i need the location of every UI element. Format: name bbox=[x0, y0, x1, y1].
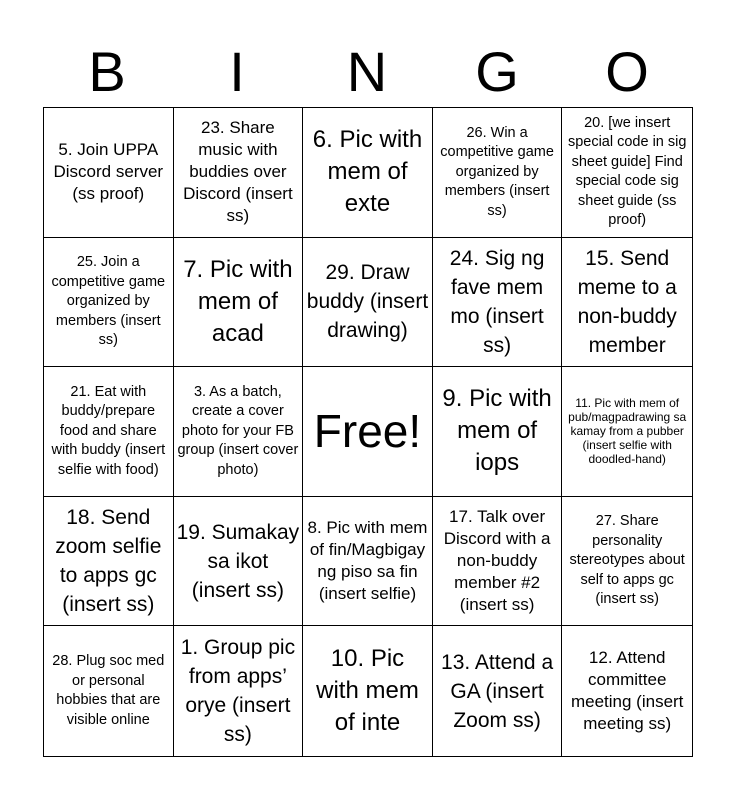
cell-text: 1. Group pic from apps’ orye (insert ss) bbox=[180, 636, 296, 747]
bingo-cell bbox=[303, 238, 433, 368]
cell-text: 11. Pic with mem of pub/magpadrawing sa kamay from a pubber (insert selfie with doodled-hand) bbox=[568, 396, 687, 467]
bingo-cell bbox=[174, 626, 304, 756]
cell-text: 13. Attend a GA (insert Zoom ss) bbox=[441, 650, 554, 732]
bingo-cell bbox=[433, 238, 563, 368]
cell-text: 26. Win a competitive game organized by members (insert ss) bbox=[440, 124, 554, 219]
cell-text: 7. Pic with mem of acad bbox=[183, 255, 293, 347]
header-letter-i: I bbox=[229, 40, 245, 103]
bingo-cell bbox=[44, 626, 174, 756]
cell-text: 20. [we insert special code in sig sheet guide] Find special code sig sheet guide (ss proof) bbox=[567, 114, 687, 229]
cell-text: 5. Join UPPA Discord server (ss proof) bbox=[53, 140, 164, 204]
cell-text: 25. Join a competitive game organized by members (insert ss) bbox=[51, 254, 166, 349]
bingo-cell bbox=[303, 497, 433, 627]
bingo-cell bbox=[303, 108, 433, 238]
cell-text: 19. Sumakay sa ikot (insert ss) bbox=[176, 520, 300, 602]
bingo-cell bbox=[44, 367, 174, 497]
bingo-cell bbox=[174, 367, 304, 497]
cell-text: 6. Pic with mem of exte bbox=[312, 126, 423, 218]
cell-text: 27. Share personality stereotypes about self to apps gc (insert ss) bbox=[569, 513, 685, 608]
bingo-cell bbox=[433, 108, 563, 238]
bingo-cell bbox=[433, 497, 563, 627]
bingo-cell bbox=[174, 108, 304, 238]
bingo-board bbox=[43, 107, 693, 757]
cell-text: 8. Pic with mem of fin/Magbigay ng piso sa fin (insert selfie) bbox=[307, 518, 428, 604]
bingo-cell bbox=[562, 367, 692, 497]
header-letter-o: O bbox=[605, 40, 649, 103]
free-space-cell bbox=[303, 367, 433, 497]
cell-text: 28. Plug soc med or personal hobbies that are visible online bbox=[52, 653, 165, 728]
bingo-header bbox=[42, 36, 694, 108]
cell-text: 9. Pic with mem of iops bbox=[442, 385, 552, 477]
cell-text: 15. Send meme to a non-buddy member bbox=[577, 246, 677, 357]
cell-text: 24. Sig ng fave mem mo (insert ss) bbox=[449, 246, 545, 357]
free-space-text: Free! bbox=[313, 405, 422, 458]
header-letter-n: N bbox=[346, 40, 388, 103]
bingo-cell bbox=[562, 108, 692, 238]
bingo-cell bbox=[303, 626, 433, 756]
cell-text: 29. Draw buddy (insert drawing) bbox=[306, 261, 429, 343]
cell-text: 10. Pic with mem of inte bbox=[316, 645, 419, 737]
bingo-cell bbox=[433, 367, 563, 497]
cell-text: 23. Share music with buddies over Discord (insert ss) bbox=[183, 118, 293, 226]
bingo-cell bbox=[174, 238, 304, 368]
bingo-cell bbox=[44, 108, 174, 238]
bingo-cell bbox=[562, 238, 692, 368]
header-letter-b: B bbox=[88, 40, 126, 103]
cell-text: 18. Send zoom selfie to apps gc (insert ss) bbox=[55, 506, 162, 617]
bingo-cell bbox=[44, 497, 174, 627]
cell-text: 21. Eat with buddy/prepare food and share with buddy (insert selfie with food) bbox=[51, 383, 166, 478]
bingo-cell bbox=[562, 626, 692, 756]
cell-text: 17. Talk over Discord with a non-buddy member #2 (insert ss) bbox=[443, 507, 551, 615]
bingo-cell bbox=[562, 497, 692, 627]
bingo-cell bbox=[174, 497, 304, 627]
cell-text: 12. Attend committee meeting (insert meeting ss) bbox=[570, 648, 684, 734]
bingo-cell bbox=[44, 238, 174, 368]
cell-text: 3. As a batch, create a cover photo for your FB group (insert cover photo) bbox=[177, 383, 299, 478]
header-letter-g: G bbox=[475, 40, 519, 103]
bingo-cell bbox=[433, 626, 563, 756]
